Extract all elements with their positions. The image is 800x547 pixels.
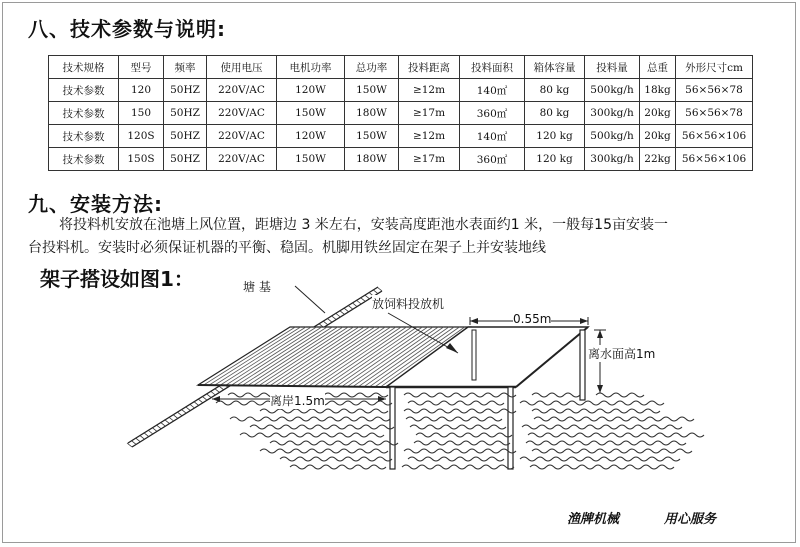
table-cell: 120 kg bbox=[525, 148, 585, 171]
table-cell: 500kg/h bbox=[585, 79, 640, 102]
table-cell: 80 kg bbox=[525, 102, 585, 125]
table-cell: 300kg/h bbox=[585, 148, 640, 171]
table-cell: 220V/AC bbox=[207, 79, 277, 102]
header-cell: 外形尺寸cm bbox=[676, 56, 753, 79]
header-cell: 箱体容量 bbox=[525, 56, 585, 79]
platform-leg bbox=[508, 387, 513, 469]
header-cell: 技术规格 bbox=[49, 56, 119, 79]
table-cell: 技术参数 bbox=[49, 102, 119, 125]
table-cell: 150S bbox=[119, 148, 164, 171]
table-cell: 120W bbox=[277, 79, 345, 102]
table-cell: ≥12m bbox=[399, 79, 460, 102]
table-row bbox=[49, 79, 753, 102]
table-row bbox=[49, 148, 753, 171]
table-cell: 300kg/h bbox=[585, 102, 640, 125]
header-cell: 投料距离 bbox=[399, 56, 460, 79]
table-cell: 140㎡ bbox=[460, 125, 525, 148]
table-cell: 20kg bbox=[640, 125, 676, 148]
platform-leg bbox=[472, 330, 476, 380]
bank-pointer bbox=[295, 286, 325, 313]
section-8-title: 八、技术参数与说明: bbox=[28, 17, 226, 41]
table-cell: 180W bbox=[345, 102, 399, 125]
feeder-label: 放饲料投放机 bbox=[372, 297, 445, 311]
table-cell: 150W bbox=[345, 79, 399, 102]
table-cell: 技术参数 bbox=[49, 125, 119, 148]
slogan: 用心服务 bbox=[664, 512, 717, 527]
table-header-row bbox=[49, 56, 753, 79]
table-cell: 150W bbox=[277, 102, 345, 125]
header-cell: 使用电压 bbox=[207, 56, 277, 79]
table-cell: 220V/AC bbox=[207, 148, 277, 171]
table-cell: 50HZ bbox=[164, 102, 207, 125]
header-cell: 频率 bbox=[164, 56, 207, 79]
table-cell: 150W bbox=[277, 148, 345, 171]
table-row bbox=[49, 102, 753, 125]
install-instructions bbox=[28, 214, 768, 260]
table-cell: 120S bbox=[119, 125, 164, 148]
table-cell: 120 kg bbox=[525, 125, 585, 148]
bank-label: 塘 基 bbox=[243, 280, 271, 294]
spec-table bbox=[48, 55, 753, 171]
header-cell: 型号 bbox=[119, 56, 164, 79]
table-cell: 技术参数 bbox=[49, 79, 119, 102]
table-cell: 50HZ bbox=[164, 79, 207, 102]
table-cell: 80 kg bbox=[525, 79, 585, 102]
brand-name: 渔牌机械 bbox=[567, 512, 620, 527]
table-cell: ≥17m bbox=[399, 102, 460, 125]
table-cell: 56×56×78 bbox=[676, 102, 753, 125]
table-cell: 180W bbox=[345, 148, 399, 171]
section-9-title: 九、安装方法: bbox=[28, 192, 163, 216]
table-cell: 20kg bbox=[640, 102, 676, 125]
table-row bbox=[49, 125, 753, 148]
figure-title: 架子搭设如图1： bbox=[40, 267, 194, 291]
table-cell: 120W bbox=[277, 125, 345, 148]
table-cell: 150W bbox=[345, 125, 399, 148]
table-cell: 360㎡ bbox=[460, 102, 525, 125]
height-label: 离水面高1m bbox=[588, 347, 656, 361]
distance-label: 离岸1.5m bbox=[270, 394, 325, 408]
header-cell: 电机功率 bbox=[277, 56, 345, 79]
table-cell: 140㎡ bbox=[460, 79, 525, 102]
table-cell: 56×56×78 bbox=[676, 79, 753, 102]
header-cell: 总功率 bbox=[345, 56, 399, 79]
table-cell: 技术参数 bbox=[49, 148, 119, 171]
table-cell: ≥17m bbox=[399, 148, 460, 171]
table-cell: 220V/AC bbox=[207, 102, 277, 125]
header-cell: 投料面积 bbox=[460, 56, 525, 79]
platform-leg bbox=[580, 330, 585, 400]
table-cell: 22kg bbox=[640, 148, 676, 171]
table-cell: 50HZ bbox=[164, 148, 207, 171]
table-cell: 18kg bbox=[640, 79, 676, 102]
table-cell: 120 bbox=[119, 79, 164, 102]
instruction-line-2: 台投料机。安装时必须保证机器的平衡、稳固。机脚用铁丝固定在架子上并安装地线 bbox=[28, 240, 546, 256]
table-cell: 50HZ bbox=[164, 125, 207, 148]
width-label: 0.55m bbox=[513, 312, 552, 326]
table-cell: 56×56×106 bbox=[676, 125, 753, 148]
table-cell: 500kg/h bbox=[585, 125, 640, 148]
instruction-line-1: 将投料机安放在池塘上风位置，距塘边 3 米左右，安装高度距池水表面约1 米，一般每15亩安装一 bbox=[59, 217, 668, 233]
table-cell: 150 bbox=[119, 102, 164, 125]
table-cell: 56×56×106 bbox=[676, 148, 753, 171]
table-cell: 360㎡ bbox=[460, 148, 525, 171]
table-cell: ≥12m bbox=[399, 125, 460, 148]
header-cell: 总重 bbox=[640, 56, 676, 79]
table-cell: 220V/AC bbox=[207, 125, 277, 148]
header-cell: 投料量 bbox=[585, 56, 640, 79]
